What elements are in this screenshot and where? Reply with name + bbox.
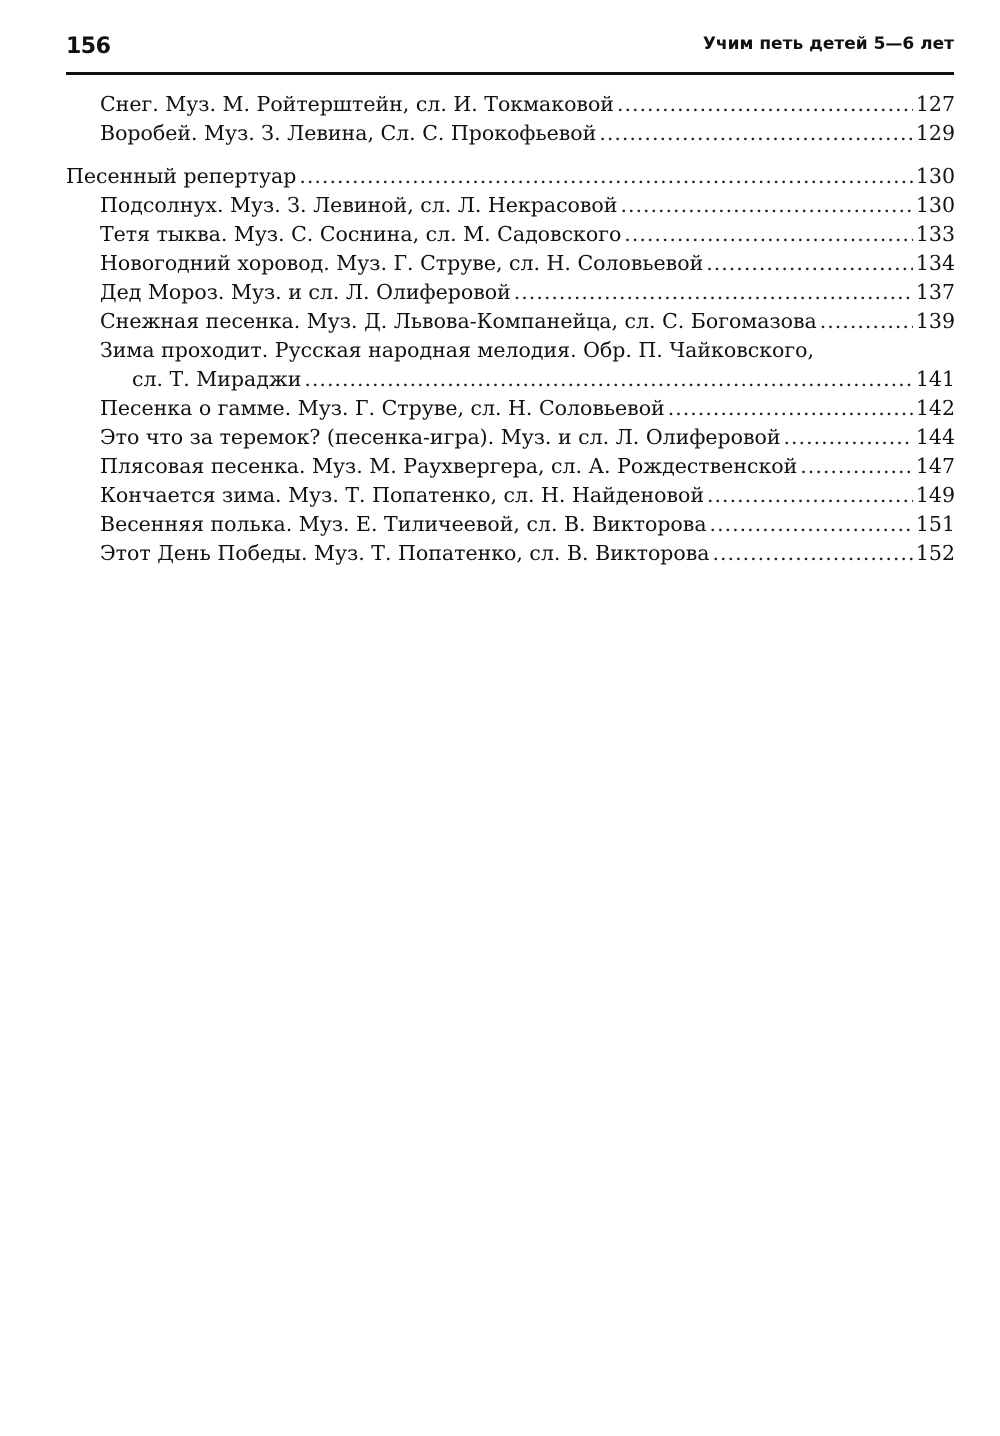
toc-section-page: 130 [915, 164, 955, 188]
toc-section-heading [66, 162, 955, 191]
toc-entry-page: 139 [915, 309, 955, 333]
toc-entry [66, 191, 955, 220]
dot-leader [514, 278, 913, 307]
toc-entry-page: 141 [915, 367, 955, 391]
page-number: 156 [66, 34, 111, 59]
toc-entry-page: 144 [915, 425, 955, 449]
dot-leader [707, 481, 913, 510]
toc-entry-title: Плясовая песенка. Муз. М. Раухвергера, сл. А. Рождественской [100, 454, 798, 478]
dot-leader [820, 307, 913, 336]
dot-leader [620, 191, 912, 220]
toc-entry-title: Воробей. Муз. З. Левина, Сл. С. Прокофьевой [100, 121, 597, 145]
toc-entry-title: Снежная песенка. Муз. Д. Львова-Компанейца, сл. С. Богомазова [100, 309, 817, 333]
toc-entry-page: 142 [915, 396, 955, 420]
toc-entry-page: 151 [915, 512, 955, 536]
toc-entry-title: Снег. Муз. М. Ройтерштейн, сл. И. Токмаковой [100, 92, 614, 116]
toc-entry [66, 423, 955, 452]
dot-leader [304, 365, 912, 394]
toc-section-title: Песенный репертуар [66, 164, 297, 188]
toc-entry-title-continued: сл. Т. Мираджи [132, 367, 302, 391]
toc-entry [66, 452, 955, 481]
dot-leader [599, 119, 913, 148]
toc-entry-title: Зима проходит. Русская народная мелодия. Обр. П. Чайковского, [100, 338, 814, 362]
dot-leader [299, 162, 912, 191]
toc-entry-page: 134 [915, 251, 955, 275]
toc-entry-page: 133 [915, 222, 955, 246]
toc-entry-first-line [66, 336, 955, 365]
dot-leader [800, 452, 913, 481]
page-header [66, 26, 954, 75]
toc-entry-page: 147 [915, 454, 955, 478]
toc-entry-title: Тетя тыква. Муз. С. Соснина, сл. М. Садовского [100, 222, 622, 246]
toc-entry [66, 481, 955, 510]
dot-leader [710, 510, 913, 539]
dot-leader [624, 220, 913, 249]
toc-entry-title: Дед Мороз. Муз. и сл. Л. Олиферовой [100, 280, 511, 304]
toc-entry [66, 119, 955, 148]
toc-entry-page: 130 [915, 193, 955, 217]
toc-entry-title: Кончается зима. Муз. Т. Попатенко, сл. Н. Найденовой [100, 483, 705, 507]
dot-leader [668, 394, 913, 423]
toc-entry-title: Новогодний хоровод. Муз. Г. Струве, сл. Н. Соловьевой [100, 251, 704, 275]
toc-entry [66, 539, 955, 568]
running-title: Учим петь детей 5—6 лет [702, 34, 954, 54]
toc-entry [66, 249, 955, 278]
dot-leader [706, 249, 913, 278]
toc-entry [66, 510, 955, 539]
toc-entry [66, 90, 955, 119]
toc-entry-page: 127 [915, 92, 955, 116]
dot-leader [713, 539, 913, 568]
toc-entry [66, 394, 955, 423]
section-spacer [66, 148, 955, 162]
toc-entry [66, 278, 955, 307]
toc-entry-title: Этот День Победы. Муз. Т. Попатенко, сл. В. Викторова [100, 541, 710, 565]
toc-entry-page: 129 [915, 121, 955, 145]
toc-entry-title: Весенняя полька. Муз. Е. Тиличеевой, сл. В. Викторова [100, 512, 707, 536]
toc-entry-page: 149 [915, 483, 955, 507]
table-of-contents [66, 90, 955, 568]
dot-leader [617, 90, 913, 119]
toc-entry-title: Это что за теремок? (песенка-игра). Муз. и сл. Л. Олиферовой [100, 425, 781, 449]
toc-entry-page: 152 [915, 541, 955, 565]
toc-entry [66, 220, 955, 249]
toc-entry-continuation [66, 365, 955, 394]
toc-entry-title: Песенка о гамме. Муз. Г. Струве, сл. Н. Соловьевой [100, 396, 665, 420]
toc-entry-title: Подсолнух. Муз. З. Левиной, сл. Л. Некрасовой [100, 193, 618, 217]
toc-entry-page: 137 [915, 280, 955, 304]
toc-entry [66, 307, 955, 336]
dot-leader [784, 423, 913, 452]
